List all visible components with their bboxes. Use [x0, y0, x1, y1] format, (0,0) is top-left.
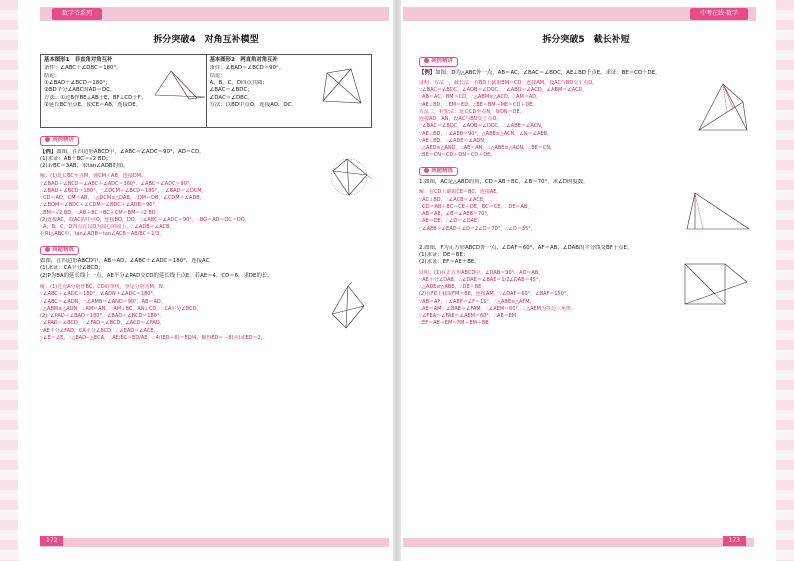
solution-line: ∵AE平分∠FAD，CA平分∠BCD，∴∠EAD＝∠ACE，: [40, 327, 159, 334]
solution-line: ∴BE＝CN＝CD＋DN＝CD＋DE。: [419, 152, 496, 159]
right-page-title: 拆分突破5 截长补短: [542, 35, 630, 45]
solution-line: 解：在CD上截取CE＝BC，连接AE。: [419, 189, 502, 196]
solution-line: ∵∠ABC＋∠ADC＝180°，∠ADN＋∠ADC＝180°，: [40, 291, 158, 298]
right-page: [397, 0, 794, 561]
solution-line: 解：(1)延长BC至点M，使CM＝AB，连接DM。: [40, 173, 147, 180]
solution-line: ∴△ABM≌△ADN，∴AM＝AN，∵AM⊥BC，AN⊥CD，∴CA平分∠BCD。: [40, 305, 202, 312]
right-example-figure: [693, 80, 753, 140]
left-example: [40, 149, 372, 171]
left-example-q1: (1)求证：AB＋BC＝√2 BD；: [40, 155, 112, 162]
left-content: [40, 30, 372, 342]
model-2: [206, 55, 372, 127]
solution-line: ∴∠ABC＝∠ADN，∵∠AMB＝∠AND＝90°，AB＝AD，: [40, 298, 166, 305]
model-1-line: ①∠BAD＋∠BCD＝180°；: [44, 80, 111, 87]
left-practice: [40, 258, 372, 280]
solution-line: ∵∠FEA＝∠FAE＝∠AEM＝60°，∴AE＝EM，: [419, 313, 522, 320]
model-2-figure: [317, 63, 369, 109]
solution-line: 方法二，补短法：延长CD至点N，使DN＝DE，: [419, 108, 525, 115]
solution-line: ∴BM＝√2 BD，∴AB＋BC＝BC＋CM＝BM＝√2 BD。: [40, 209, 161, 216]
solution-line: ∵CD＝AD，CM＝AB，∴△DCM≌△DAB，∴DM＝DB，∠CDM＝∠ADB，: [40, 195, 205, 202]
right-example-text: 【例】如图，D为△ABC外一点，AB＝AC，∠BAC＝∠BDC，AE⊥BD于点E，求证：BE＝CD＋DE。: [419, 69, 661, 76]
left-example-text: 【例】如图，在四边形ABCD中，∠ABC＝∠ADC＝90°，AD＝CD。: [40, 148, 205, 155]
solution-line: ∵AC⊥BD，∴∠ACB＝∠ACE，: [419, 196, 489, 203]
left-side-strip: [0, 0, 18, 561]
pen-icon: [45, 137, 50, 142]
right-practice2-solution: [419, 270, 669, 328]
solution-line: ∴△ADE≌△ABE，∴DE＝BE。: [419, 284, 487, 291]
model-2-line: 方法：以BD中点O，连接AO，OC。: [209, 101, 297, 108]
pen-icon: [45, 247, 50, 252]
right-example-solution: [419, 80, 689, 160]
solution-line: ∵AE⊥BD，∴∠ADE＝∠ADN，: [419, 137, 489, 144]
model-1-line: ②BD平分∠ABC时AD＝DC。: [44, 87, 116, 94]
solution-line: ∴AE＝DE，∴∠D＝∠DAE，: [419, 218, 483, 225]
left-footer-band: [40, 538, 389, 547]
solution-line: ∵∠BAD＋∠BCD＝∠ABC＋∠ADC＝360°，∠ABC＝∠ADC＝90°，: [40, 180, 195, 187]
solution-line: ∵∠AEB＝∠EAD＋∠D＝2∠D＝70°，∴∠D＝35°。: [419, 225, 536, 232]
left-section-tag-practice: 典题精练: [40, 246, 79, 255]
left-section-tag-example: 典例精讲: [40, 136, 79, 145]
right-side-strip: [776, 0, 794, 561]
solution-line: ∴∠BAD＋∠BCD＝180°，∵∠DCM＋∠BCD＝180°，∴∠BAD＝∠DCM，: [40, 187, 207, 194]
right-practice2-text: 2.如图，F为正方形ABCD外一点，∠DAF＝60°，AF＝AB，∠DAB的平分线交BF于点E。: [419, 244, 633, 251]
right-content: [419, 30, 753, 328]
model-1-figure: [149, 65, 209, 105]
solution-line: ∴△AED≌△AND，∴AE＝AN，∴△ABE≌△ACN，∴BE＝CN，: [419, 145, 556, 152]
model-2-line: ∠DAC＝∠DBC。: [209, 94, 253, 101]
model-1-line: 条件：∠ABC＋∠DBC＝180°。: [44, 65, 122, 72]
solution-line: ∵CD＝AB＋BC＝CE＋DE，BC＝CE，∴DE＝AB，: [419, 203, 533, 210]
left-practice-text: 如图，在四边形ABCD中，AB＝AD，∠ABC＋∠ADC＝180°，连接AC。: [40, 258, 215, 265]
solution-line: ∵∠E＝∠E，∴△EAD∽△ECA，∴AE/EC＝ED/AE，∴4/(ED＋6)＝ED/4，解得ED＝－8(舍)或ED＝2。: [40, 334, 266, 341]
solution-line: ∵AB＝AC，BM＝CD，∴△ABM≌△ACD，∴AM＝AD，: [419, 94, 542, 101]
left-page-title: 拆分突破4 对角互补模型: [153, 35, 259, 45]
solution-line: 证明：(1)在正方形ABCD中，∠DAB＝90°，AD＝AB，: [419, 269, 544, 276]
model-table: [40, 54, 372, 128]
solution-line: (2)在FE上截取FM＝BE，连接AM，∵∠DAF＝60°，∠BAF＝150°，: [419, 291, 572, 298]
left-practice-solution: [40, 284, 320, 342]
left-example-figure: [325, 153, 373, 201]
left-example-q2: (2)若BC＝3AB，求tan∠ADB的值。: [40, 163, 129, 170]
pen-icon: [424, 58, 429, 63]
right-section-tag-practice: 典题精练: [419, 167, 458, 176]
solution-line: 连接AD，AN，设AC与BD交于点O。: [419, 116, 502, 123]
right-footer-band: [403, 538, 754, 547]
right-practice1-solution: [419, 189, 659, 233]
solution-line: ∵∠BAC＝∠BDC，∠AOB＝∠DOC，∴∠ABO＝∠ACD，∠ABM＝∠ACD，: [419, 87, 588, 94]
left-example-solution: [40, 173, 320, 238]
solution-line: ∴A，B，C，D四点在以O为圆心的圆上，∴∠ADB＝∠ACB，: [40, 224, 175, 231]
solution-line: (2)连接AC，取AC的中点O，连接BO，DO，∵∠ABC＝∠ADC＝90°，∴BO＝AO＝OC＝DO，: [40, 216, 250, 223]
left-series-label: 数学爷系列: [52, 8, 102, 20]
solution-line: ∵∠BAC＝∠BDC，∠AOB＝∠DOC，∴∠ABE＝∠ACN，: [419, 123, 546, 130]
right-practice2-q2: (2)求证：EF＝AE＋BE。: [419, 259, 480, 266]
solution-line: ∴AB＝AE，∠B＝∠AEB＝70°，: [419, 211, 492, 218]
solution-line: ∵AE⊥BD，∴EM＝ED，∴BE＝BM＋ME＝CD＋DE。: [419, 101, 538, 108]
solution-line: ∵AB＝AF，∴∠ABF＝∠F＝15°，∴△ABE≌△AFM，: [419, 298, 535, 305]
model-2-line: 条件：∠BAD＝∠BCD＝90°。: [209, 65, 285, 72]
solution-line: ∴∠PAD＝∠BCD，∴∠FAD＝∠BCD，∠ACD＝∠FAD，: [40, 320, 165, 327]
model-2-line: 结论：: [209, 72, 226, 79]
left-practice-q1: (1)求证：CA平分∠BCD；: [40, 265, 104, 272]
model-1-line: 结论：: [44, 72, 61, 79]
left-page-number: 172: [40, 536, 63, 546]
left-practice-figure: [326, 280, 370, 332]
model-2-heading: 基本图形2 两直角对角互补: [209, 57, 278, 64]
right-practice2-q1: (1)求证：DE＝BE；: [419, 252, 469, 259]
right-series-label: 中考在线·数学: [690, 8, 748, 20]
right-practice1-text: 1.如图，AC是△ABD的角，CD＝AB＋BC，∠B＝70°，求∠D的度数。: [419, 179, 589, 186]
solution-line: 解：(1)过点A分别作BC，CD的垂线，垂足分别为M，N。: [40, 284, 168, 291]
solution-line: (2)∵∠PAD＋∠BAD＝180°，∠BAD＋∠BCD＝180°，: [40, 313, 165, 320]
solution-line: ∵AE平分∠DAB，∴∠DAE＝∠BAE＝1/2∠DAB＝45°，: [419, 276, 544, 283]
solution-line: ∴EF＝AE＋EM＝FM＋EM＋BE。: [419, 320, 494, 327]
right-practice2-figure: [677, 256, 753, 310]
model-1-heading: 基本图形1 非直角对角互补: [44, 57, 113, 64]
model-1-line: ②延长BC至点E，使CE＝AB，连接DE。: [44, 101, 142, 108]
right-practice1-figure: [681, 189, 753, 235]
solution-line: ∵AE⊥BD，∴∠AEB＝90°，△ABE≌△ACN，∠N＝∠AEB，: [419, 130, 553, 137]
right-section-tag-example: 典例精讲: [419, 57, 458, 66]
pen-icon: [424, 168, 429, 173]
solution-line: ∴∠BDM＝∠BDC＋∠CDM＝∠BDC＋∠ADB＝90°，: [40, 202, 160, 209]
solution-line: 证明：方法一，截长法：在BD上截取BM＝CD，连接AM，设AC与BD交于点O。: [419, 79, 598, 86]
right-page-number: 173: [723, 536, 746, 546]
model-1-line: 方法：①过B作BE⊥AB于E，BF⊥CD于F；: [44, 94, 147, 101]
model-2-line: A，B，C，D四点共圆；: [209, 80, 268, 87]
model-2-line: ∠BAC＝∠BDC；: [209, 87, 253, 94]
solution-line: ∴AE＝AM，∠BAE＝∠FAM，∴∠AEM＝60°，∴△AEM为等边三角形，: [419, 305, 576, 312]
left-practice-q2: (2)P为BA的延长线上一点，AE平分∠PAD交CD的延长线于点E，若AE＝4，CD＝6，求DE的长。: [40, 272, 273, 279]
model-1: [41, 55, 206, 127]
solution-line: 在Rt△ABC中，tan∠ADB＝tan∠ACB＝AB/BC＝1/3。: [40, 231, 165, 238]
